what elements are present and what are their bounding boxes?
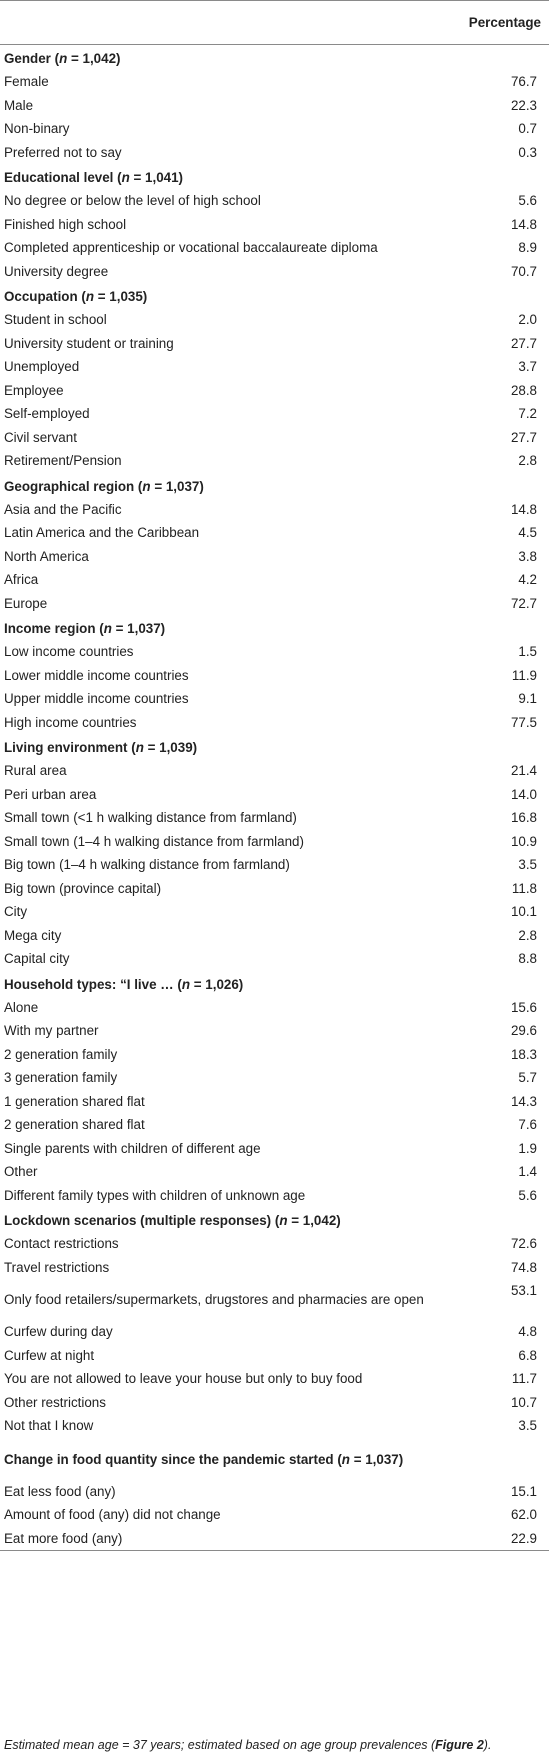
table-row (0, 924, 549, 948)
row-label: Upper middle income countries (4, 691, 189, 707)
table-row (0, 189, 549, 213)
section-header-row (0, 473, 549, 498)
table-row (0, 545, 549, 569)
row-percentage: 22.9 (440, 1527, 549, 1551)
table-footnote (4, 1738, 491, 1752)
footnote-figure-ref: Figure 2 (435, 1738, 484, 1752)
table-row (0, 1043, 549, 1067)
row-label: Low income countries (4, 644, 134, 660)
section-title (0, 473, 549, 498)
section-title (0, 971, 549, 996)
section-n-symbol: n (142, 478, 151, 494)
row-label: North America (4, 548, 89, 564)
row-label: Curfew during day (4, 1324, 113, 1340)
row-label: 2 generation shared flat (4, 1117, 145, 1133)
row-percentage: 29.6 (510, 1023, 537, 1039)
row-percentage: 70.7 (510, 263, 537, 279)
section-title (0, 45, 549, 71)
row-percentage: 0.3 (518, 144, 537, 160)
table-row (0, 260, 549, 284)
row-percentage: 14.0 (510, 786, 537, 802)
row-label: 1 generation shared flat (4, 1093, 145, 1109)
row-label: Eat more food (any) (0, 1527, 440, 1551)
row-percentage: 8.8 (518, 951, 537, 967)
row-percentage: 14.3 (510, 1093, 537, 1109)
section-title (0, 283, 549, 308)
row-percentage: 2.8 (518, 927, 537, 943)
table-row (0, 592, 549, 616)
row-label: Amount of food (any) did not change (4, 1507, 221, 1523)
row-label: High income countries (4, 714, 137, 730)
section-n-symbol: n (279, 1213, 288, 1228)
row-percentage: 11.9 (511, 667, 537, 683)
row-percentage: 7.2 (518, 406, 537, 422)
table-row (0, 379, 549, 403)
section-n-value: = 1,035) (94, 289, 148, 304)
row-label: Africa (4, 572, 39, 588)
table-row (0, 1344, 549, 1368)
row-percentage: 10.7 (510, 1394, 537, 1410)
table-row (0, 1256, 549, 1280)
header-percentage: Percentage (440, 1, 549, 45)
table-row (0, 402, 549, 426)
row-label: No degree or below the level of high school (4, 193, 261, 209)
section-header-row (0, 1207, 549, 1232)
row-label: Contact restrictions (4, 1236, 119, 1252)
row-label: Other (4, 1164, 38, 1180)
row-label: Big town (1–4 h walking distance from farmland) (4, 857, 290, 873)
row-label: Lower middle income countries (4, 667, 189, 683)
table-row (0, 521, 549, 545)
row-label: Capital city (4, 951, 70, 967)
table-row (0, 1279, 549, 1320)
section-n-value: = 1,042) (287, 1213, 341, 1228)
section-n-symbol: n (121, 170, 130, 185)
row-percentage: 0.7 (518, 121, 537, 137)
row-label: Alone (4, 999, 39, 1015)
row-label: Male (4, 97, 34, 113)
footnote-end: ). (483, 1738, 492, 1752)
table-row (0, 498, 549, 522)
table-row (0, 996, 549, 1020)
row-percentage: 28.8 (510, 382, 537, 398)
section-header-row (0, 971, 549, 996)
table-row (0, 426, 549, 450)
row-label: Finished high school (4, 216, 127, 232)
row-percentage: 27.7 (510, 335, 537, 351)
row-percentage: 7.6 (518, 1117, 537, 1133)
row-percentage: 27.7 (510, 429, 537, 445)
header-label-column (0, 1, 440, 45)
row-percentage: 6.8 (518, 1347, 537, 1363)
row-percentage: 14.8 (510, 216, 537, 232)
row-label: Employee (4, 382, 64, 398)
row-percentage: 16.8 (510, 810, 537, 826)
section-title-text: Occupation ( (4, 289, 86, 304)
row-label: Female (4, 74, 49, 90)
section-n-value: = 1,037) (111, 621, 166, 636)
row-label: Latin America and the Caribbean (4, 525, 200, 541)
section-n-value: = 1,026) (190, 976, 244, 992)
section-title-text: Income region ( (4, 621, 104, 636)
row-percentage: 10.1 (510, 904, 537, 920)
table-row (0, 711, 549, 735)
table-row (0, 355, 549, 379)
row-percentage: 1.4 (518, 1164, 537, 1180)
table-row (0, 853, 549, 877)
row-percentage: 2.0 (518, 312, 537, 328)
section-header-row (0, 164, 549, 189)
table-row (0, 94, 549, 118)
table-row (0, 1320, 549, 1344)
row-label: Peri urban area (4, 786, 97, 802)
row-percentage: 18.3 (510, 1046, 537, 1062)
table-row (0, 1391, 549, 1415)
table-row (0, 1160, 549, 1184)
table-row (0, 1527, 549, 1551)
row-label: Non-binary (4, 121, 70, 137)
row-percentage: 2.8 (518, 453, 537, 469)
row-percentage: 3.7 (518, 359, 537, 375)
row-label: Unemployed (4, 359, 80, 375)
footnote-text: Estimated mean age = 37 years; estimated based on age group prevalences ( (4, 1738, 436, 1752)
row-percentage: 10.9 (510, 833, 537, 849)
section-n-symbol: n (135, 740, 144, 755)
row-percentage: 11.8 (511, 880, 537, 896)
section-title-text: Geographical region ( (4, 478, 143, 494)
row-percentage: 72.6 (510, 1236, 537, 1252)
row-percentage: 15.6 (510, 999, 537, 1015)
row-label: Rural area (4, 763, 67, 779)
row-percentage: 5.6 (518, 1187, 537, 1203)
row-percentage: 4.8 (518, 1324, 537, 1340)
row-label: Completed apprenticeship or vocational baccalaureate diploma (4, 240, 378, 256)
row-label: University student or training (4, 335, 174, 351)
row-label: You are not allowed to leave your house but only to buy food (4, 1371, 363, 1387)
table-body (0, 45, 549, 1551)
section-title (0, 734, 549, 759)
section-title-text: Household types: “I live … ( (4, 976, 182, 992)
row-percentage: 21.4 (510, 763, 537, 779)
table-row (0, 117, 549, 141)
row-label: Big town (province capital) (4, 880, 162, 896)
row-percentage: 11.7 (511, 1371, 537, 1387)
row-percentage: 15.1 (510, 1483, 537, 1499)
row-label: Asia and the Pacific (4, 501, 122, 517)
table-row (0, 759, 549, 783)
section-title (0, 164, 549, 189)
table-header-row (0, 1, 549, 45)
section-n-value: = 1,039) (143, 740, 198, 755)
row-label: Retirement/Pension (4, 453, 122, 469)
table-row (0, 687, 549, 711)
section-n-symbol: n (341, 1452, 350, 1467)
section-n-symbol: n (103, 621, 112, 636)
section-n-value: = 1,037) (150, 478, 204, 494)
table-row (0, 1090, 549, 1114)
table-row (0, 1503, 549, 1527)
section-n-value: = 1,042) (67, 51, 121, 66)
table-row (0, 308, 549, 332)
row-percentage: 72.7 (510, 595, 537, 611)
section-title (0, 1438, 549, 1480)
section-n-value: = 1,037) (349, 1452, 404, 1467)
row-percentage: 77.5 (510, 714, 537, 730)
row-percentage: 4.5 (518, 525, 537, 541)
row-percentage: 5.7 (518, 1070, 537, 1086)
row-percentage: 74.8 (510, 1259, 537, 1275)
row-label: Civil servant (4, 429, 77, 445)
row-label: City (4, 904, 28, 920)
row-label: Preferred not to say (4, 144, 122, 160)
section-title-text: Gender ( (4, 51, 60, 66)
row-percentage: 22.3 (510, 97, 537, 113)
row-label: Curfew at night (4, 1347, 95, 1363)
row-label: Single parents with children of different age (4, 1140, 261, 1156)
row-label: University degree (4, 263, 109, 279)
row-percentage: 3.8 (518, 548, 537, 564)
section-header-row (0, 45, 549, 71)
table-row (0, 1480, 549, 1504)
section-header-row (0, 283, 549, 308)
table-row (0, 141, 549, 165)
row-label: Eat less food (any) (4, 1483, 116, 1499)
table-row (0, 70, 549, 94)
row-label: 2 generation family (4, 1046, 118, 1062)
row-percentage: 5.6 (518, 193, 537, 209)
table-row (0, 1414, 549, 1438)
row-percentage: 3.5 (518, 1418, 537, 1434)
table-row (0, 236, 549, 260)
row-label: Not that I know (4, 1418, 94, 1434)
section-title-text: Lockdown scenarios (multiple responses) ( (4, 1213, 280, 1228)
section-n-symbol: n (59, 51, 68, 66)
row-percentage: 14.8 (510, 501, 537, 517)
table-row (0, 830, 549, 854)
table-row (0, 568, 549, 592)
row-label: With my partner (4, 1023, 99, 1039)
row-label: Travel restrictions (4, 1259, 110, 1275)
row-label: Other restrictions (4, 1394, 106, 1410)
table-row (0, 1066, 549, 1090)
section-n-symbol: n (181, 976, 191, 992)
table-row (0, 1367, 549, 1391)
table-row (0, 1232, 549, 1256)
table-row (0, 783, 549, 807)
row-label: Small town (1–4 h walking distance from farmland) (4, 833, 304, 849)
row-percentage: 76.7 (510, 74, 537, 90)
table-row (0, 664, 549, 688)
table-row (0, 1137, 549, 1161)
table-row (0, 877, 549, 901)
row-percentage: 1.9 (518, 1140, 537, 1156)
section-header-row (0, 1438, 549, 1480)
table-row (0, 947, 549, 971)
section-n-symbol: n (85, 289, 95, 304)
section-title (0, 1207, 549, 1232)
row-percentage: 53.1 (510, 1283, 537, 1298)
row-label: Europe (4, 595, 48, 611)
row-percentage: 4.2 (518, 572, 537, 588)
row-percentage: 9.1 (518, 691, 537, 707)
table-row (0, 1113, 549, 1137)
section-title-text: Educational level ( (4, 170, 122, 185)
section-title (0, 615, 549, 640)
row-label: Small town (<1 h walking distance from farmland) (4, 810, 297, 826)
section-title-text: Change in food quantity since the pandemic started ( (4, 1452, 342, 1467)
table-row (0, 1184, 549, 1208)
table-row (0, 449, 549, 473)
section-n-value: = 1,041) (129, 170, 183, 185)
row-label: 3 generation family (4, 1070, 118, 1086)
row-label: Only food retailers/supermarkets, drugstores and pharmacies are open (4, 1292, 424, 1307)
row-label: Self-employed (4, 406, 90, 422)
row-label: Different family types with children of unknown age (4, 1187, 306, 1203)
row-percentage: 1.5 (518, 644, 537, 660)
section-header-row (0, 615, 549, 640)
section-header-row (0, 734, 549, 759)
table-row (0, 640, 549, 664)
row-percentage: 62.0 (510, 1507, 537, 1523)
row-percentage: 8.9 (518, 240, 537, 256)
table-row (0, 900, 549, 924)
table-row (0, 213, 549, 237)
section-title-text: Living environment ( (4, 740, 136, 755)
table-row (0, 1019, 549, 1043)
table-row (0, 806, 549, 830)
row-label: Mega city (4, 927, 62, 943)
table-row (0, 332, 549, 356)
row-label: Student in school (4, 312, 107, 328)
row-percentage: 3.5 (518, 857, 537, 873)
